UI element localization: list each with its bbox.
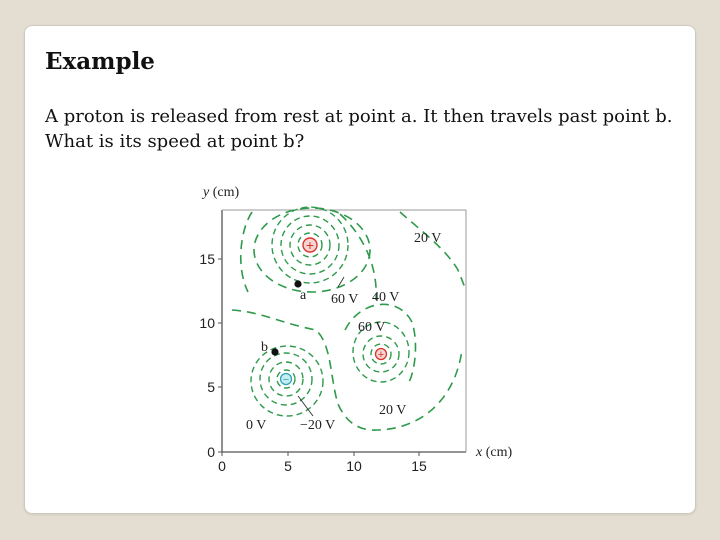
point-a-dot: [294, 280, 301, 287]
y-tick-0: 0: [207, 444, 215, 460]
point-a-label: a: [300, 288, 307, 303]
x-tick-5: 5: [284, 458, 292, 474]
label-60v-right: 60 V: [358, 320, 386, 335]
y-tick-10: 10: [199, 315, 215, 331]
x-axis-unit: (cm): [482, 445, 513, 460]
negative-charge: [281, 374, 292, 387]
plus-sign-right: +: [377, 349, 385, 361]
y-tick-15: 15: [199, 251, 215, 267]
slide-title: Example: [45, 48, 155, 75]
positive-charge-right: [376, 349, 387, 362]
y-axis-label: [201, 185, 239, 200]
label-20v-bottom: 20 V: [379, 403, 407, 418]
label-40v: 40 V: [372, 290, 400, 305]
x-axis-var: x: [476, 445, 483, 460]
y-tick-5: 5: [207, 379, 215, 395]
label-60v-left: 60 V: [331, 292, 359, 307]
label-0v: 0 V: [246, 418, 267, 433]
y-ticks: [199, 251, 222, 460]
x-tick-15: 15: [411, 458, 427, 474]
y-axis-var: y: [203, 185, 210, 200]
x-tick-10: 10: [346, 458, 362, 474]
x-axis-label: [475, 445, 512, 460]
positive-charge-top: [303, 237, 317, 253]
label-minus-20v: −20 V: [300, 418, 336, 433]
problem-line-1: A proton is released from rest at point a. It then travels past point b.: [45, 106, 673, 127]
y-axis-unit: (cm): [209, 185, 240, 200]
problem-line-2: What is its speed at point b?: [45, 131, 305, 152]
label-20v-top: 20 V: [414, 231, 442, 246]
plus-sign-top: +: [305, 237, 315, 253]
minus-sign: −: [282, 374, 290, 386]
x-tick-0: 0: [218, 458, 226, 474]
x-ticks: [218, 452, 427, 474]
point-b-label: b: [261, 340, 268, 355]
point-b-dot: [271, 348, 278, 355]
